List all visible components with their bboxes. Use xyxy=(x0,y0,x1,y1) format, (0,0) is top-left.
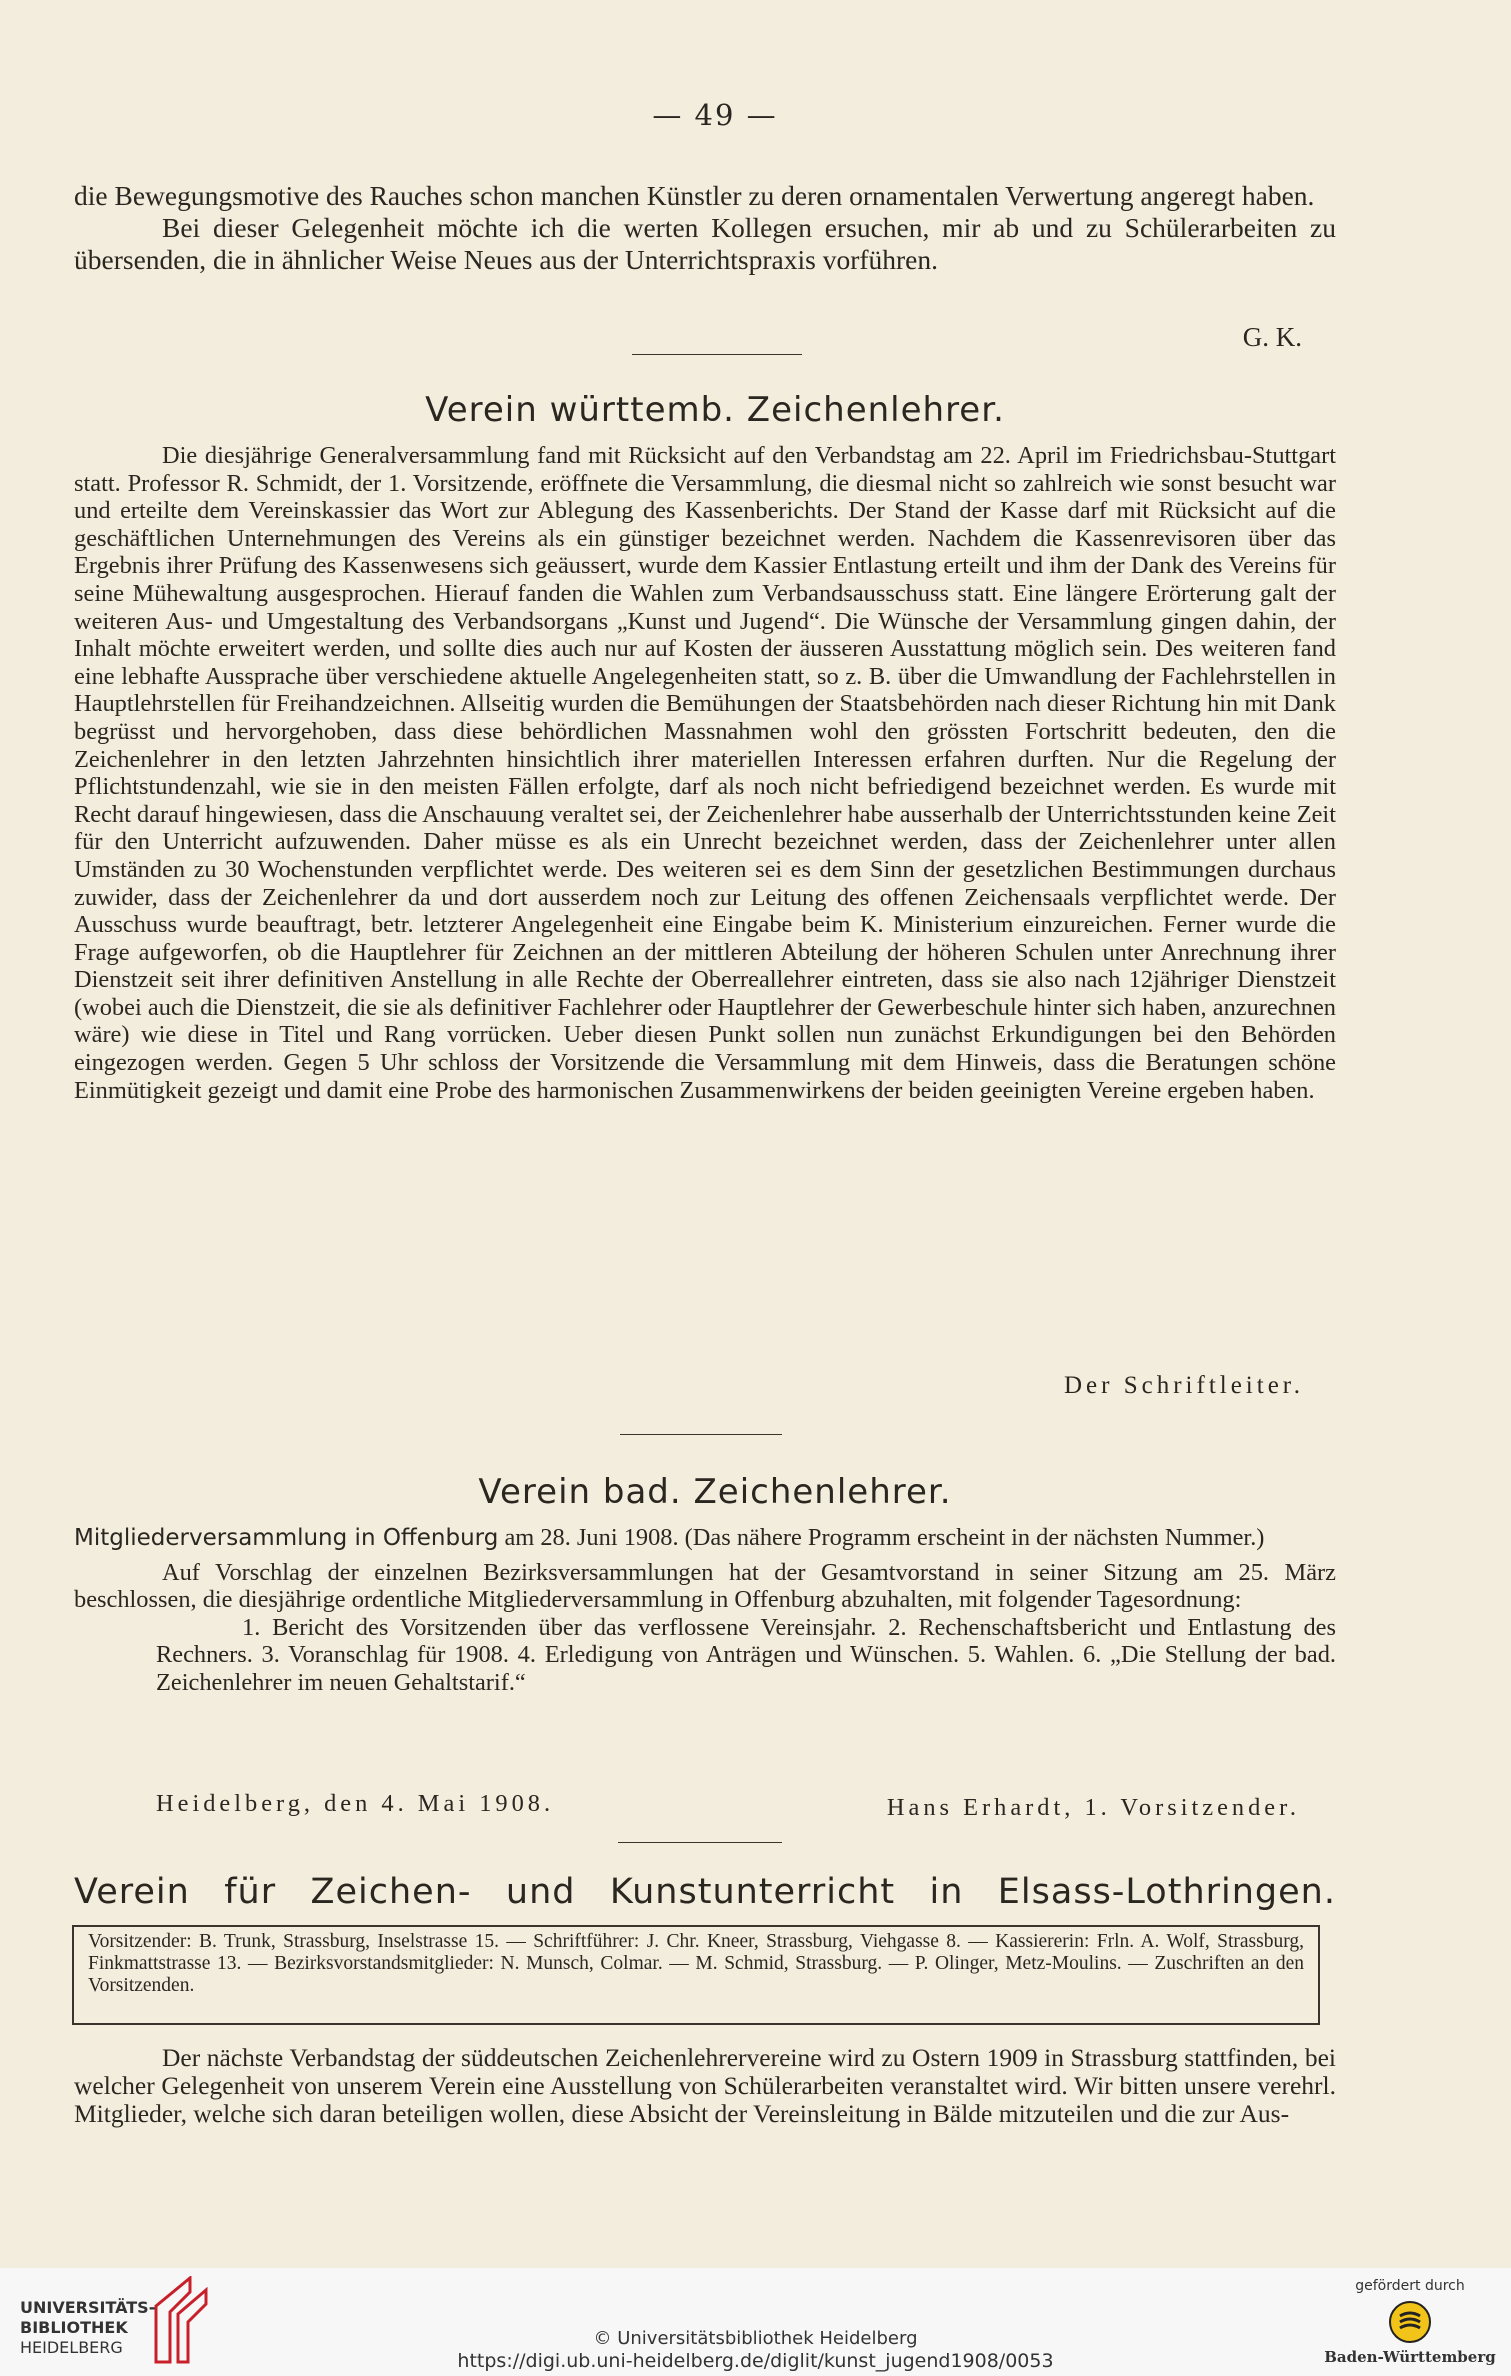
section2-block xyxy=(74,1524,1336,1697)
section2-lead-bold: Mitgliederversammlung in Offenburg xyxy=(74,1525,499,1551)
funded-by-label: gefördert durch xyxy=(1355,2278,1465,2294)
section-heading-elsass: Verein für Zeichen- und Kunstunterricht in Elsass-Lothringen. xyxy=(74,1872,1336,1912)
intro-signature: G. K. xyxy=(1242,322,1302,352)
section1-signature: Der Schriftleiter. xyxy=(1064,1372,1304,1399)
section-heading-baden: Verein bad. Zeichenlehrer. xyxy=(478,1472,952,1512)
source-url[interactable]: https://digi.ub.uni-heidelberg.de/diglit/kunst_jugend1908/0053 xyxy=(457,2350,1054,2372)
section1-body: Die diesjährige Generalversammlung fand mit Rücksicht auf den Verbandstag am 22. April im Friedrichsbau-Stuttgart statt. Professor R. Schmidt, der 1. Vorsitzende, eröffnete die Versammlung, die diesmal nicht so zahlreich wie sonst besucht war und erteilte dem Vereinskassier das Wort zur Ablegung des Kassenberichts. Der Stand der Kasse darf mit Rücksicht auf die geschäftlichen Unternehmungen des Vereins als ein günstiger bezeichnet werden. Nachdem die Kassenrevisoren über das Ergebnis ihrer Prüfung des Kassenwesens sich geäussert, wurde dem Kassier Entlastung erteilt und ihm der Dank des Vereins für seine Mühewaltung ausgesprochen. Hierauf fanden die Wahlen zum Verbandsausschuss statt. Eine längere Erörterung galt der weiteren Aus- und Umgestaltung des Verbandsorgans „Kunst und Jugend“. Die Wünsche der Versammlung gingen dahin, der Inhalt möchte erweitert werden, und sollte dies auch nur auf Kosten der äusseren Ausstattung möglich sein. Des weiteren fand eine lebhafte Aussprache über verschiedene aktuelle Angelegenheiten statt, so z. B. über die Umwandlung der Fachlehrstellen in Hauptlehrstellen für Freihandzeichnen. Allseitig wurden die Bemühungen der Staatsbehörden nach dieser Richtung hin mit Dank begrüsst und hervorgehoben, dass diese behördlichen Massnahmen wohl den grössten Fortschritt bedeuten, den die Zeichenlehrer in den letzten Jahrzehnten hinsichtlich ihrer materiellen Interessen erfahren durften. Nur die Regelung der Pflichtstundenzahl, wie sie in den meisten Fällen erfolgte, darf als noch nicht befriedigend bezeichnet werden. Es wurde mit Recht darauf hingewiesen, dass die Anschauung veraltet sei, der Zeichenlehrer habe ausserhalb der Unterrichtsstunden keine Zeit für den Unterricht aufzuwenden. Daher müsse es als ein Unrecht bezeichnet werden, dass der Zeichenlehrer unter allen Umständen zu 30 Wochenstunden verpflichtet werde. Des weiteren sei es dem Sinn der gesetzlichen Bestimmungen durchaus zuwider, dass der Zeichenlehrer da und dort ausserdem noch zur Leitung des offenen Zeichensaals verpflichtet werde. Der Ausschuss wurde beauftragt, betr. letzterer Angelegenheit eine Eingabe beim K. Ministerium einzureichen. Ferner wurde die Frage aufgeworfen, ob die Hauptlehrer für Zeichnen an der mittleren Abteilung der höheren Schulen unter Anrechnung ihrer Dienstzeit seit ihrer definitiven Anstellung in alle Rechte der Oberreallehrer eintreten, dass sie also nach 12jähriger Dienstzeit (wobei auch die Dienstzeit, die sie als definitiver Fachlehrer oder Hauptlehrer der Gewerbeschule hinter sich haben, anzurechnen wäre) wie diese in Titel und Rang vorrücken. Ueber diesen Punkt sollen nun zunächst Erkundigungen bei den Behörden eingezogen werden. Gegen 5 Uhr schloss der Vorsitzende die Versammlung mit dem Hinweis, dass die Beratungen schöne Einmütigkeit gezeigt und damit eine Probe des harmonischen Zusammenwirkens der beiden geeinigten Vereine ergeben haben. xyxy=(74,442,1336,1104)
copyright-text: © Universitätsbibliothek Heidelberg xyxy=(593,2328,918,2349)
funding-block xyxy=(1320,2278,1500,2366)
logo-line-2: BIBLIOTHEK xyxy=(20,2318,128,2337)
section3-block xyxy=(74,2044,1336,2128)
section-heading-wuerttemberg: Verein württemb. Zeichenlehrer. xyxy=(425,390,1005,430)
divider xyxy=(618,1842,782,1843)
funder-name: Baden-Württemberg xyxy=(1324,2348,1496,2366)
section2-lead xyxy=(74,1524,1336,1553)
page-number: — 49 — xyxy=(652,98,778,132)
logo-line-3: HEIDELBERG xyxy=(20,2338,123,2357)
section2-signature: Hans Erhardt, 1. Vorsitzender. xyxy=(886,1794,1300,1821)
section2-body: Auf Vorschlag der einzelnen Bezirksversammlungen hat der Gesamtvorstand in seiner Sitzung am 25. März beschlossen, die diesjährige ordentliche Mitgliederversammlung in Offenburg abzuhalten, mit folgender Tagesordnung: xyxy=(74,1558,1336,1614)
intro-paragraph-2: Bei dieser Gelegenheit möchte ich die werten Kollegen ersuchen, mir ab und zu Schülerarbeiten zu übersenden, die in ähnlicher Weise Neues aus der Unterrichtspraxis vorführen. xyxy=(74,212,1336,275)
officers-box: Vorsitzender: B. Trunk, Strassburg, Inselstrasse 15. — Schriftführer: J. Chr. Kneer, Strassburg, Viehgasse 8. — Kassiererin: Frln. A. Wolf, Strassburg, Finkmattstrasse 13. — Bezirksvorstandsmitglieder: N. Munsch, Colmar. — M. Schmid, Strassburg. — P. Olinger, Metz-Moulins. — Zuschriften an den Vorsitzenden. xyxy=(72,1925,1320,2025)
section1-block xyxy=(74,442,1336,1104)
section2-place-date: Heidelberg, den 4. Mai 1908. xyxy=(156,1790,555,1817)
section2-agenda: 1. Bericht des Vorsitzenden über das verflossene Vereinsjahr. 2. Rechenschaftsbericht und Entlastung des Rechners. 3. Voranschlag für 1908. 4. Erledigung von Anträgen und Wünschen. 5. Wahlen. 6. „Die Stellung der bad. Zeichenlehrer im neuen Gehaltstarif.“ xyxy=(156,1613,1336,1696)
section3-body: Der nächste Verbandstag der süddeutschen Zeichenlehrervereine wird zu Ostern 1909 in Strassburg stattfinden, bei welcher Gelegenheit von unserem Verein eine Ausstellung von Schülerarbeiten veranstaltet wird. Wir bitten unsere verehrl. Mitglieder, welche sich daran beteiligen wollen, diese Absicht der Vereinsleitung in Bälde mitzuteilen und die zur Aus- xyxy=(74,2043,1336,2128)
section2-lead-rest: am 28. Juni 1908. (Das nähere Programm erscheint in der nächsten Nummer.) xyxy=(504,1524,1265,1551)
intro-paragraph-1: die Bewegungsmotive des Rauches schon manchen Künstler zu deren ornamentalen Verwertung angeregt haben. xyxy=(74,180,1315,211)
divider xyxy=(620,1434,782,1435)
intro-block xyxy=(74,180,1336,276)
logo-line-1: UNIVERSITÄTS- xyxy=(20,2298,156,2317)
coat-of-arms-icon xyxy=(1388,2300,1432,2344)
divider xyxy=(632,354,802,355)
library-footer xyxy=(0,2268,1511,2376)
